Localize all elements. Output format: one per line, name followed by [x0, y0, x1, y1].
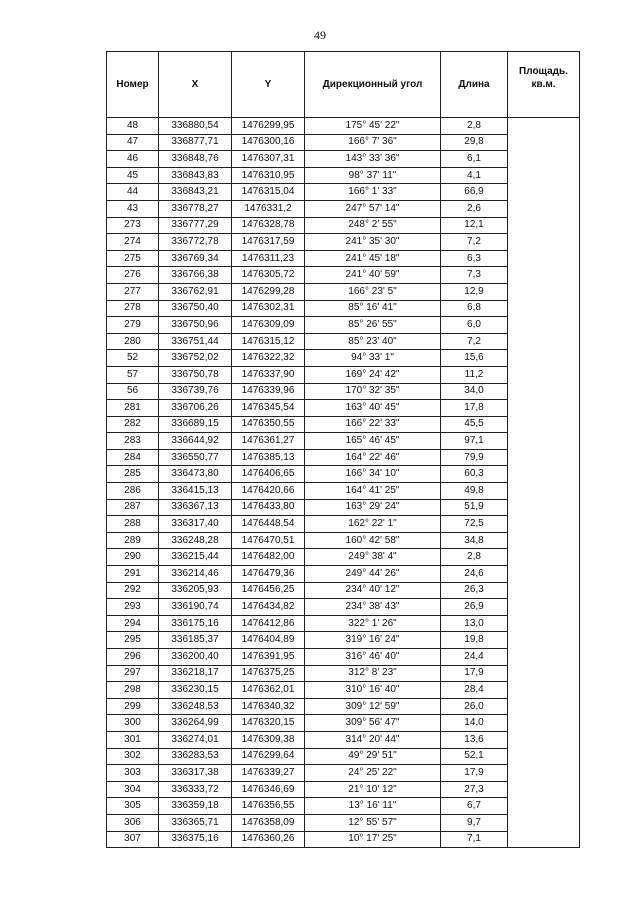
x-coordinate-cell: 336689,15 — [159, 416, 232, 433]
length-cell: 6,8 — [441, 300, 508, 317]
bearing-angle-cell: 234° 40' 12" — [305, 582, 441, 599]
length-cell: 17,8 — [441, 400, 508, 417]
bearing-angle-cell: 309° 12' 59" — [305, 698, 441, 715]
y-coordinate-cell: 1476300,16 — [232, 134, 305, 151]
bearing-angle-cell: 310° 16' 40" — [305, 682, 441, 699]
y-coordinate-cell: 1476345,54 — [232, 400, 305, 417]
length-cell: 27,3 — [441, 781, 508, 798]
header-y: Y — [232, 52, 305, 118]
length-cell: 17,9 — [441, 765, 508, 782]
bearing-angle-cell: 241° 40' 59" — [305, 267, 441, 284]
point-number-cell: 52 — [107, 350, 159, 367]
x-coordinate-cell: 336750,40 — [159, 300, 232, 317]
x-coordinate-cell: 336205,93 — [159, 582, 232, 599]
y-coordinate-cell: 1476339,27 — [232, 765, 305, 782]
y-coordinate-cell: 1476360,26 — [232, 831, 305, 848]
bearing-angle-cell: 12° 55' 57" — [305, 814, 441, 831]
x-coordinate-cell: 336415,13 — [159, 483, 232, 500]
bearing-angle-cell: 314° 20' 44" — [305, 731, 441, 748]
x-coordinate-cell: 336248,28 — [159, 532, 232, 549]
point-number-cell: 296 — [107, 649, 159, 666]
point-number-cell: 281 — [107, 400, 159, 417]
point-number-cell: 43 — [107, 200, 159, 217]
x-coordinate-cell: 336185,37 — [159, 632, 232, 649]
y-coordinate-cell: 1476385,13 — [232, 449, 305, 466]
x-coordinate-cell: 336283,53 — [159, 748, 232, 765]
y-coordinate-cell: 1476479,36 — [232, 566, 305, 583]
x-coordinate-cell: 336550,77 — [159, 449, 232, 466]
point-number-cell: 283 — [107, 433, 159, 450]
x-coordinate-cell: 336264,99 — [159, 715, 232, 732]
y-coordinate-cell: 1476337,90 — [232, 366, 305, 383]
header-length: Длина — [441, 52, 508, 118]
x-coordinate-cell: 336766,38 — [159, 267, 232, 284]
point-number-cell: 297 — [107, 665, 159, 682]
x-coordinate-cell: 336473,80 — [159, 466, 232, 483]
point-number-cell: 275 — [107, 250, 159, 267]
point-number-cell: 287 — [107, 499, 159, 516]
length-cell: 60,3 — [441, 466, 508, 483]
point-number-cell: 46 — [107, 151, 159, 168]
y-coordinate-cell: 1476299,28 — [232, 283, 305, 300]
y-coordinate-cell: 1476482,00 — [232, 549, 305, 566]
length-cell: 26,9 — [441, 599, 508, 616]
y-coordinate-cell: 1476311,23 — [232, 250, 305, 267]
bearing-angle-cell: 166° 34' 10" — [305, 466, 441, 483]
point-number-cell: 295 — [107, 632, 159, 649]
x-coordinate-cell: 336762,91 — [159, 283, 232, 300]
x-coordinate-cell: 336706,26 — [159, 400, 232, 417]
header-area: Площадь. кв.м. — [508, 52, 580, 118]
bearing-angle-cell: 85° 26' 55" — [305, 317, 441, 334]
y-coordinate-cell: 1476299,95 — [232, 118, 305, 135]
header-x: X — [159, 52, 232, 118]
bearing-angle-cell: 163° 40' 45" — [305, 400, 441, 417]
y-coordinate-cell: 1476456,25 — [232, 582, 305, 599]
y-coordinate-cell: 1476331,2 — [232, 200, 305, 217]
length-cell: 7,3 — [441, 267, 508, 284]
x-coordinate-cell: 336752,02 — [159, 350, 232, 367]
x-coordinate-cell: 336778,27 — [159, 200, 232, 217]
x-coordinate-cell: 336215,44 — [159, 549, 232, 566]
point-number-cell: 47 — [107, 134, 159, 151]
bearing-angle-cell: 234° 38' 43" — [305, 599, 441, 616]
length-cell: 6,1 — [441, 151, 508, 168]
bearing-angle-cell: 143° 33' 36" — [305, 151, 441, 168]
point-number-cell: 274 — [107, 234, 159, 251]
y-coordinate-cell: 1476362,01 — [232, 682, 305, 699]
y-coordinate-cell: 1476317,59 — [232, 234, 305, 251]
bearing-angle-cell: 166° 1' 33" — [305, 184, 441, 201]
bearing-angle-cell: 169° 24' 42" — [305, 366, 441, 383]
length-cell: 49,8 — [441, 483, 508, 500]
length-cell: 97,1 — [441, 433, 508, 450]
bearing-angle-cell: 164° 22' 46" — [305, 449, 441, 466]
y-coordinate-cell: 1476309,38 — [232, 731, 305, 748]
bearing-angle-cell: 160° 42' 58" — [305, 532, 441, 549]
y-coordinate-cell: 1476346,69 — [232, 781, 305, 798]
x-coordinate-cell: 336200,40 — [159, 649, 232, 666]
bearing-angle-cell: 85° 23' 40" — [305, 333, 441, 350]
length-cell: 2,6 — [441, 200, 508, 217]
length-cell: 12,1 — [441, 217, 508, 234]
bearing-angle-cell: 166° 23' 5" — [305, 283, 441, 300]
coordinates-table — [106, 51, 580, 848]
y-coordinate-cell: 1476339,96 — [232, 383, 305, 400]
length-cell: 7,2 — [441, 234, 508, 251]
y-coordinate-cell: 1476309,09 — [232, 317, 305, 334]
y-coordinate-cell: 1476420,66 — [232, 483, 305, 500]
point-number-cell: 56 — [107, 383, 159, 400]
x-coordinate-cell: 336218,17 — [159, 665, 232, 682]
x-coordinate-cell: 336751,44 — [159, 333, 232, 350]
point-number-cell: 301 — [107, 731, 159, 748]
x-coordinate-cell: 336317,40 — [159, 516, 232, 533]
bearing-angle-cell: 241° 35' 30" — [305, 234, 441, 251]
length-cell: 29,8 — [441, 134, 508, 151]
table-row — [107, 118, 580, 135]
length-cell: 45,5 — [441, 416, 508, 433]
point-number-cell: 299 — [107, 698, 159, 715]
y-coordinate-cell: 1476358,09 — [232, 814, 305, 831]
bearing-angle-cell: 21° 10' 12" — [305, 781, 441, 798]
table-header-row — [107, 52, 580, 118]
point-number-cell: 304 — [107, 781, 159, 798]
length-cell: 24,4 — [441, 649, 508, 666]
x-coordinate-cell: 336190,74 — [159, 599, 232, 616]
table-body — [107, 118, 580, 848]
y-coordinate-cell: 1476322,32 — [232, 350, 305, 367]
x-coordinate-cell: 336750,96 — [159, 317, 232, 334]
length-cell: 24,6 — [441, 566, 508, 583]
length-cell: 12,9 — [441, 283, 508, 300]
point-number-cell: 302 — [107, 748, 159, 765]
bearing-angle-cell: 248° 2' 55" — [305, 217, 441, 234]
y-coordinate-cell: 1476406,65 — [232, 466, 305, 483]
point-number-cell: 298 — [107, 682, 159, 699]
x-coordinate-cell: 336777,29 — [159, 217, 232, 234]
length-cell: 17,9 — [441, 665, 508, 682]
y-coordinate-cell: 1476307,31 — [232, 151, 305, 168]
header-bearing: Дирекционный угол — [305, 52, 441, 118]
length-cell: 14,0 — [441, 715, 508, 732]
bearing-angle-cell: 316° 46' 40" — [305, 649, 441, 666]
point-number-cell: 306 — [107, 814, 159, 831]
x-coordinate-cell: 336843,21 — [159, 184, 232, 201]
x-coordinate-cell: 336359,18 — [159, 798, 232, 815]
length-cell: 6,3 — [441, 250, 508, 267]
length-cell: 51,9 — [441, 499, 508, 516]
point-number-cell: 279 — [107, 317, 159, 334]
point-number-cell: 307 — [107, 831, 159, 848]
x-coordinate-cell: 336644,92 — [159, 433, 232, 450]
length-cell: 13,0 — [441, 615, 508, 632]
length-cell: 11,2 — [441, 366, 508, 383]
x-coordinate-cell: 336230,15 — [159, 682, 232, 699]
point-number-cell: 280 — [107, 333, 159, 350]
length-cell: 9,7 — [441, 814, 508, 831]
y-coordinate-cell: 1476356,55 — [232, 798, 305, 815]
length-cell: 28,4 — [441, 682, 508, 699]
point-number-cell: 293 — [107, 599, 159, 616]
point-number-cell: 289 — [107, 532, 159, 549]
length-cell: 2,8 — [441, 549, 508, 566]
y-coordinate-cell: 1476470,51 — [232, 532, 305, 549]
y-coordinate-cell: 1476412,86 — [232, 615, 305, 632]
bearing-angle-cell: 170° 32' 35" — [305, 383, 441, 400]
point-number-cell: 282 — [107, 416, 159, 433]
y-coordinate-cell: 1476315,04 — [232, 184, 305, 201]
point-number-cell: 57 — [107, 366, 159, 383]
point-number-cell: 284 — [107, 449, 159, 466]
point-number-cell: 288 — [107, 516, 159, 533]
header-number: Номер — [107, 52, 159, 118]
x-coordinate-cell: 336365,71 — [159, 814, 232, 831]
length-cell: 72,5 — [441, 516, 508, 533]
point-number-cell: 294 — [107, 615, 159, 632]
length-cell: 19,8 — [441, 632, 508, 649]
y-coordinate-cell: 1476391,95 — [232, 649, 305, 666]
point-number-cell: 286 — [107, 483, 159, 500]
point-number-cell: 292 — [107, 582, 159, 599]
length-cell: 34,8 — [441, 532, 508, 549]
point-number-cell: 45 — [107, 167, 159, 184]
y-coordinate-cell: 1476404,89 — [232, 632, 305, 649]
point-number-cell: 285 — [107, 466, 159, 483]
bearing-angle-cell: 319° 16' 24" — [305, 632, 441, 649]
x-coordinate-cell: 336214,46 — [159, 566, 232, 583]
length-cell: 6,7 — [441, 798, 508, 815]
point-number-cell: 305 — [107, 798, 159, 815]
y-coordinate-cell: 1476448,54 — [232, 516, 305, 533]
length-cell: 26,0 — [441, 698, 508, 715]
bearing-angle-cell: 10° 17' 25" — [305, 831, 441, 848]
x-coordinate-cell: 336333,72 — [159, 781, 232, 798]
length-cell: 4,1 — [441, 167, 508, 184]
x-coordinate-cell: 336877,71 — [159, 134, 232, 151]
length-cell: 2,8 — [441, 118, 508, 135]
y-coordinate-cell: 1476299,64 — [232, 748, 305, 765]
x-coordinate-cell: 336375,16 — [159, 831, 232, 848]
point-number-cell: 303 — [107, 765, 159, 782]
point-number-cell: 278 — [107, 300, 159, 317]
page-number: 49 — [314, 28, 326, 42]
x-coordinate-cell: 336880,54 — [159, 118, 232, 135]
length-cell: 66,9 — [441, 184, 508, 201]
y-coordinate-cell: 1476302,31 — [232, 300, 305, 317]
point-number-cell: 276 — [107, 267, 159, 284]
y-coordinate-cell: 1476328,78 — [232, 217, 305, 234]
bearing-angle-cell: 164° 41' 25" — [305, 483, 441, 500]
length-cell: 15,6 — [441, 350, 508, 367]
point-number-cell: 290 — [107, 549, 159, 566]
x-coordinate-cell: 336367,13 — [159, 499, 232, 516]
bearing-angle-cell: 175° 45' 22" — [305, 118, 441, 135]
x-coordinate-cell: 336274,01 — [159, 731, 232, 748]
point-number-cell: 44 — [107, 184, 159, 201]
x-coordinate-cell: 336248,53 — [159, 698, 232, 715]
x-coordinate-cell: 336772,78 — [159, 234, 232, 251]
bearing-angle-cell: 165° 46' 45" — [305, 433, 441, 450]
point-number-cell: 48 — [107, 118, 159, 135]
y-coordinate-cell: 1476361,27 — [232, 433, 305, 450]
x-coordinate-cell: 336843,83 — [159, 167, 232, 184]
x-coordinate-cell: 336848,76 — [159, 151, 232, 168]
x-coordinate-cell: 336175,16 — [159, 615, 232, 632]
point-number-cell: 277 — [107, 283, 159, 300]
y-coordinate-cell: 1476320,15 — [232, 715, 305, 732]
length-cell: 79,9 — [441, 449, 508, 466]
length-cell: 26,3 — [441, 582, 508, 599]
bearing-angle-cell: 49° 29' 51" — [305, 748, 441, 765]
bearing-angle-cell: 312° 8' 23" — [305, 665, 441, 682]
bearing-angle-cell: 13° 16' 11" — [305, 798, 441, 815]
y-coordinate-cell: 1476350,55 — [232, 416, 305, 433]
bearing-angle-cell: 249° 44' 26" — [305, 566, 441, 583]
point-number-cell: 291 — [107, 566, 159, 583]
x-coordinate-cell: 336317,38 — [159, 765, 232, 782]
y-coordinate-cell: 1476310,95 — [232, 167, 305, 184]
bearing-angle-cell: 85° 16' 41" — [305, 300, 441, 317]
bearing-angle-cell: 241° 45' 18" — [305, 250, 441, 267]
y-coordinate-cell: 1476375,25 — [232, 665, 305, 682]
x-coordinate-cell: 336769,34 — [159, 250, 232, 267]
y-coordinate-cell: 1476340,32 — [232, 698, 305, 715]
y-coordinate-cell: 1476305,72 — [232, 267, 305, 284]
length-cell: 7,2 — [441, 333, 508, 350]
length-cell: 52,1 — [441, 748, 508, 765]
point-number-cell: 300 — [107, 715, 159, 732]
bearing-angle-cell: 322° 1' 26" — [305, 615, 441, 632]
length-cell: 13,6 — [441, 731, 508, 748]
point-number-cell: 273 — [107, 217, 159, 234]
y-coordinate-cell: 1476434,82 — [232, 599, 305, 616]
area-cell — [508, 118, 580, 848]
x-coordinate-cell: 336750,78 — [159, 366, 232, 383]
bearing-angle-cell: 94° 33' 1" — [305, 350, 441, 367]
bearing-angle-cell: 166° 22' 33" — [305, 416, 441, 433]
bearing-angle-cell: 163° 29' 24" — [305, 499, 441, 516]
bearing-angle-cell: 166° 7' 36" — [305, 134, 441, 151]
x-coordinate-cell: 336739,76 — [159, 383, 232, 400]
length-cell: 6,0 — [441, 317, 508, 334]
y-coordinate-cell: 1476433,80 — [232, 499, 305, 516]
bearing-angle-cell: 247° 57' 14" — [305, 200, 441, 217]
bearing-angle-cell: 309° 56' 47" — [305, 715, 441, 732]
bearing-angle-cell: 98° 37' 11" — [305, 167, 441, 184]
bearing-angle-cell: 249° 38' 4" — [305, 549, 441, 566]
bearing-angle-cell: 162° 22' 1" — [305, 516, 441, 533]
length-cell: 34,0 — [441, 383, 508, 400]
length-cell: 7,1 — [441, 831, 508, 848]
bearing-angle-cell: 24° 25' 22" — [305, 765, 441, 782]
y-coordinate-cell: 1476315,12 — [232, 333, 305, 350]
